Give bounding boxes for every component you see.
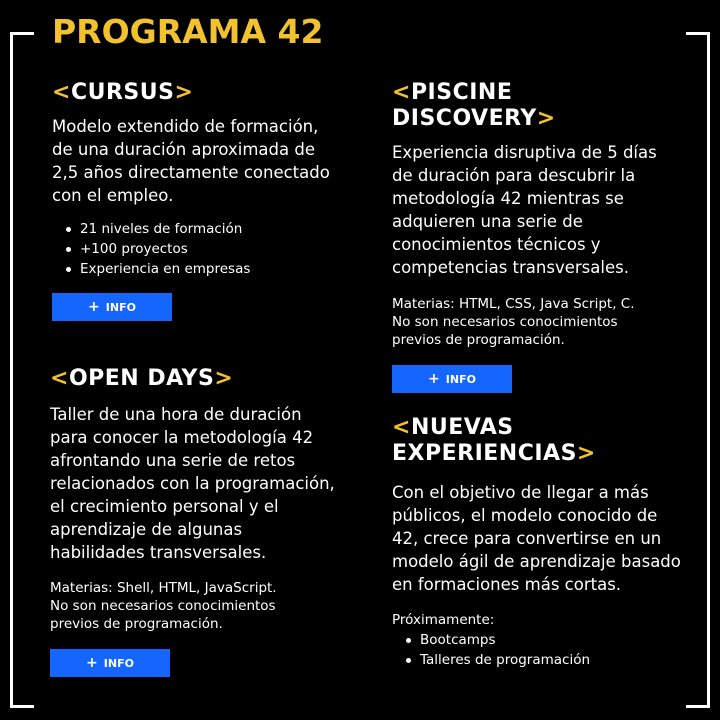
plus-icon: + [428,371,440,387]
open-bracket: < [392,415,411,440]
close-bracket: > [214,366,234,391]
list-item: 21 niveles de formación [52,219,342,239]
cursus-heading [52,80,342,106]
cursus-title: CURSUS [70,80,175,105]
nuevas-title-line2: EXPERIENCIAS [392,441,577,466]
close-bracket: > [174,80,194,105]
open-days-heading [50,366,340,392]
piscine-description: Experiencia disruptiva de 5 días de duración para descubrir la metodología 42 mientras se adquieren una serie de conocimientos técnicos y competencias transversales. [392,143,657,277]
cursus-info-button[interactable] [52,293,172,321]
open-days-description: Taller de una hora de duración para conocer la metodología 42 afrontando una serie de retos relacionados con la programación, el crecimiento personal y el aprendizaje de algunas habilidades transversales. [50,405,335,562]
cursus-bullet-list [52,219,342,279]
info-button-label: INFO [105,300,136,314]
open-days-title: OPEN DAYS [68,366,215,391]
list-item: +100 proyectos [52,239,342,259]
close-bracket: > [576,441,596,466]
plus-icon: + [88,299,100,315]
section-piscine-discovery [392,80,682,393]
info-button-label: INFO [103,656,134,670]
open-bracket: < [52,80,71,105]
list-item: Experiencia en empresas [52,259,342,279]
close-bracket: > [536,106,556,131]
nuevas-upcoming-label: Próximamente: [392,612,495,628]
right-bracket-frame [686,32,710,708]
nuevas-description: Con el objetivo de llegar a más públicos, el modelo conocido de 42, crece para convertirse en un modelo ágil de aprendizaje basado en formaciones más cortas. [392,483,681,594]
cursus-description: Modelo extendido de formación, de una duración aproximada de 2,5 años directamente conectado con el empleo. [52,117,330,205]
nuevas-bullet-list [392,630,682,670]
open-bracket: < [50,366,69,391]
piscine-heading [392,80,682,132]
section-open-days [50,366,340,677]
piscine-title: PISCINE DISCOVERY [392,80,537,131]
piscine-subjects: Materias: HTML, CSS, Java Script, C. [392,296,635,312]
list-item: Bootcamps [392,630,682,650]
section-cursus [52,80,342,321]
list-item: Talleres de programación [392,650,682,670]
info-button-label: INFO [445,372,476,386]
plus-icon: + [86,655,98,671]
page-title: PROGRAMA 42 [52,12,324,51]
nuevas-heading [392,415,682,467]
open-days-info-button[interactable] [50,649,170,677]
open-bracket: < [392,80,411,105]
left-bracket-frame [10,32,34,708]
nuevas-title-line1: NUEVAS [410,415,514,440]
piscine-note: No son necesarios conocimientos previos de programación. [392,314,618,348]
open-days-note: No son necesarios conocimientos previos de programación. [50,598,276,632]
section-nuevas-experiencias [392,415,682,670]
piscine-info-button[interactable] [392,365,512,393]
open-days-subjects: Materias: Shell, HTML, JavaScript. [50,580,277,596]
